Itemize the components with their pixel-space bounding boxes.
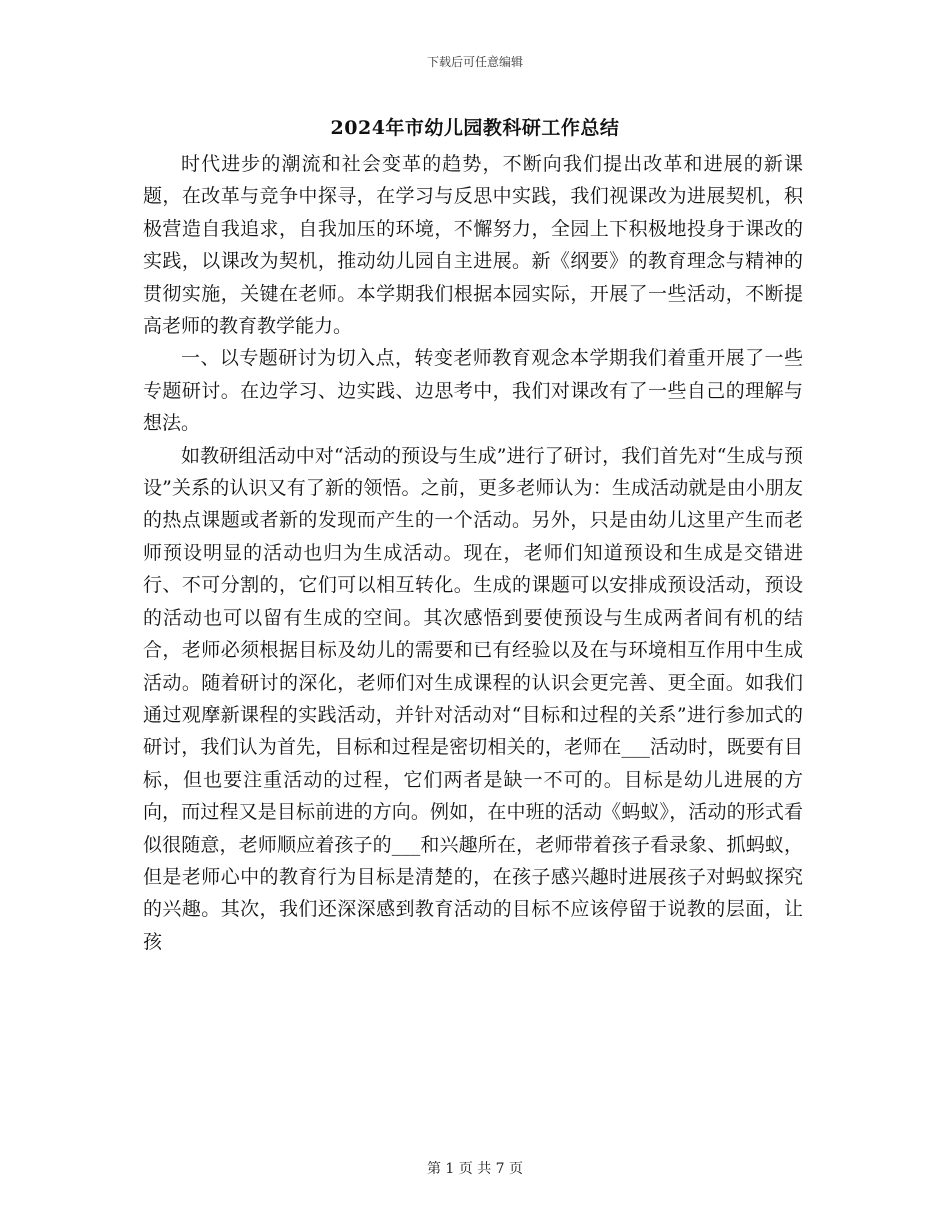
page-number: 第 1 页 共 7 页 (426, 1161, 524, 1177)
paragraph-example: 如教研组活动中对“活动的预设与生成”进行了研讨，我们首先对“生成与预设”关系的认识又有了新的领悟。之前，更多老师认为：生成活动就是由小朋友的热点课题或者新的发现而产生的一个活动。另外，只是由幼儿这里产生而老师预设明显的活动也归为生成活动。现在，老师们知道预设和生成是交错进行、不可分割的，它们可以相互转化。生成的课题可以安排成预设活动，预设的活动也可以留有生成的空间。其次感悟到要使预设与生成两者间有机的结合，老师必须根据目标及幼儿的需要和已有经验以及在与环境相互作用中生成活动。随着研讨的深化，老师们对生成课程的认识会更完善、更全面。如我们通过观摩新课程的实践活动，并针对活动对“目标和过程的关系”进行参加式的研讨，我们认为首先，目标和过程是密切相关的，老师在___活动时，既要有目标，但也要注重活动的过程，它们两者是缺一不可的。目标是幼儿进展的方向，而过程又是目标前进的方向。例如，在中班的活动《蚂蚁》，活动的形式看似很随意，老师顺应着孩子的___和兴趣所在，老师带着孩子看录象、抓蚂蚁，但是老师心中的教育行为目标是清楚的，在孩子感兴趣时进展孩子对蚂蚁探究的兴趣。其次，我们还深深感到教育活动的目标不应该停留于说教的层面，让孩 (143, 444, 803, 953)
document-title: 2024年市幼儿园教科研工作总结 (330, 117, 620, 139)
paragraph-section-one: 一、以专题研讨为切入点，转变老师教育观念本学期我们着重开展了一些专题研讨。在边学习、边实践、边思考中，我们对课改有了一些自己的理解与想法。 (143, 347, 803, 435)
page-header-note: 下载后可任意编辑 (426, 55, 523, 69)
document-body (143, 148, 803, 958)
paragraph-intro: 时代进步的潮流和社会变革的趋势，不断向我们提出改革和进展的新课题，在改革与竞争中探寻，在学习与反思中实践，我们视课改为进展契机，积极营造自我追求，自我加压的环境，不懈努力，全园上下积极地投身于课改的实践，以课改为契机，推动幼儿园自主进展。新《纲要》的教育理念与精神的贯彻实施，关键在老师。本学期我们根据本园实际，开展了一些活动，不断提高老师的教育教学能力。 (143, 153, 803, 338)
